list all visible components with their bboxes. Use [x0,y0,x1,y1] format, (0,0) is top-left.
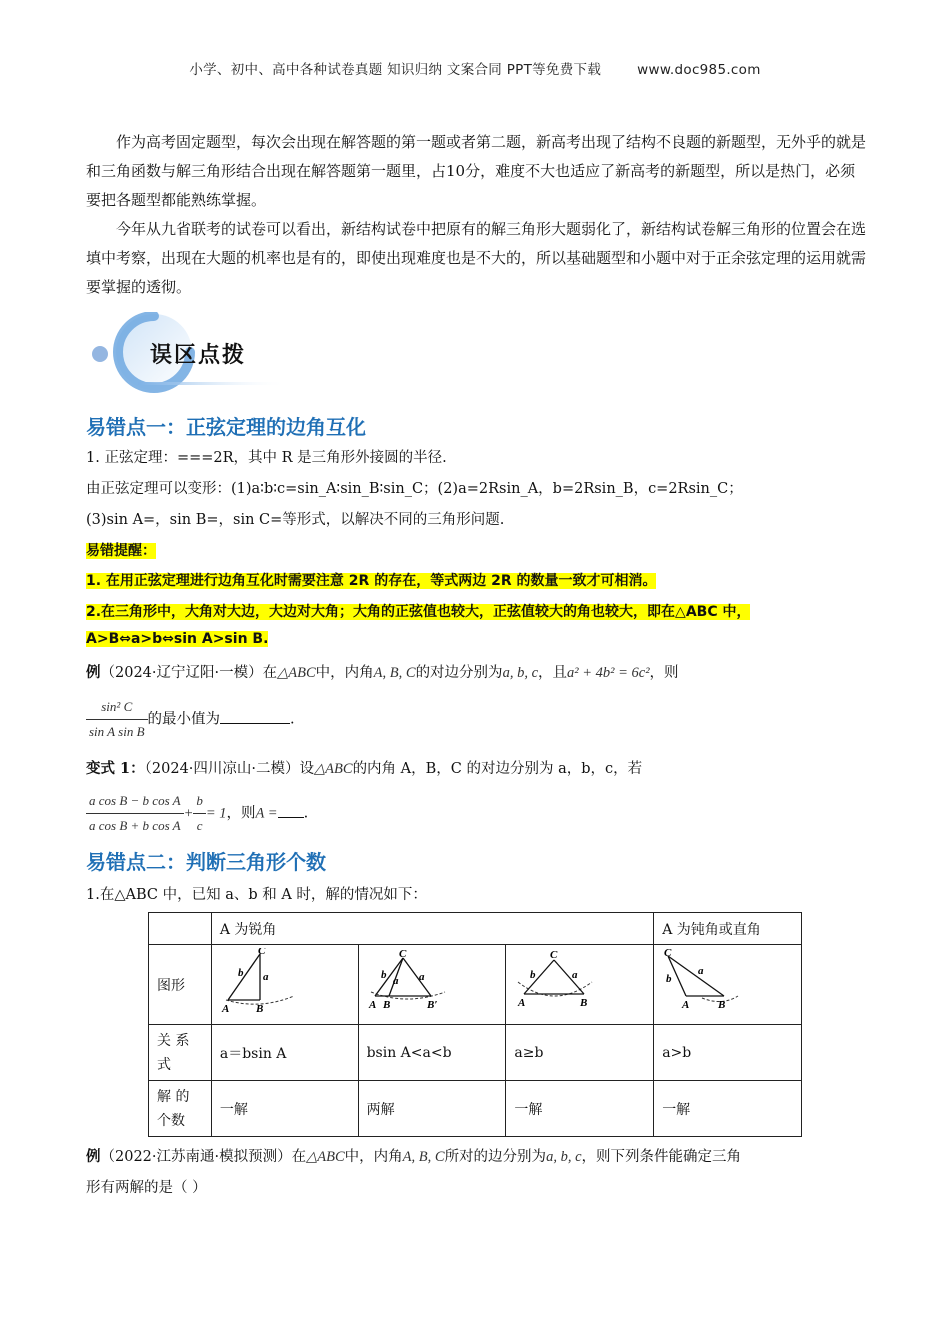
svg-text:C: C [257,947,266,957]
svg-text:B: B [580,996,588,1009]
row-label-part: 个数 [157,1112,185,1129]
triangle-figure-obtuse [662,948,752,1018]
svg-text:A: A [221,1002,230,1015]
figure-cell-4 [654,945,802,1025]
answer-var: A = [255,805,278,822]
text: ，且 [538,665,567,681]
triangle-symbol: △ABC [277,665,316,681]
equals: = 1 [205,805,227,822]
text: 的对边分别为 [415,665,503,681]
variant-source: （2024·四川凉山·二模）设 [144,761,315,777]
answer-blank[interactable] [220,709,290,724]
figure-cell-2 [358,945,506,1025]
row-label-count [149,1081,212,1137]
fraction-denominator: sin A sin B [89,724,145,739]
triangle-figure-right [220,948,300,1018]
triangle-figure-two-solutions [367,948,457,1018]
count-cell-2: 两解 [358,1081,506,1137]
page-header [0,58,950,78]
row-label-part: 式 [157,1056,171,1073]
fraction-denominator: a cos B + b cos A [89,818,181,833]
svg-text:B: B [382,998,390,1011]
header-url: www.doc985.com [637,62,761,78]
tip-2-line-a: 2.在三角形中，大角对大边，大边对大角；大角的正弦值也较大，正弦值较大的角也较大，即在△ABC 中， [86,604,751,620]
text: 的内角 A，B，C 的对边分别为 a，b，c，若 [352,761,643,777]
text: . [303,805,309,822]
example-source: （2024·辽宁辽阳·一模）在 [100,665,278,681]
svg-text:B′: B′ [426,998,438,1011]
row-label-part: 解 的 [157,1088,190,1105]
figure-cell-1 [211,945,358,1025]
header-acute: A 为锐角 [211,913,653,945]
angles: A, B, C [402,1149,445,1165]
example-1-line-1 [86,662,886,684]
relation-cell-1: a＝bsin A [211,1025,358,1081]
table-corner [149,913,212,945]
sine-law-line-1: 1. 正弦定理：===2R，其中 R 是三角形外接圆的半径. [86,450,447,466]
answer-blank[interactable] [278,805,304,818]
sides: a, b, c [546,1149,582,1165]
badge-title: 误区点拨 [150,343,247,368]
section-2-intro: 1.在△ABC 中，已知 a、b 和 A 时，解的情况如下： [86,887,427,903]
svg-text:C: C [398,947,406,960]
variant-label: 变式 1： [86,760,145,777]
count-cell-4: 一解 [654,1081,802,1137]
fraction-numerator: b [193,790,206,814]
figure-cell-3 [506,945,654,1025]
svg-text:b: b [380,968,387,981]
sine-law-line-2: 由正弦定理可以变形：(1)a∶b∶c=sin_A∶sin_B∶sin_C；(2)a=2Rsin_A，b=2Rsin_B，c=2Rsin_C； [86,481,743,497]
fraction-numerator: a cos B − b cos A [86,790,184,814]
ratio-fraction [86,696,148,743]
row-label-figure: 图形 [149,945,212,1025]
variant-fraction-2 [193,790,206,837]
text: ，则 [226,805,256,822]
section-badge [88,312,308,396]
text: 中，内角 [315,665,374,681]
section-1-heading: 易错点一：正弦定理的边角互化 [86,415,366,439]
tip-2-line-b: A>B⇔a>b⇔sin A>sin B. [86,631,269,647]
section-2-heading: 易错点二：判断三角形个数 [86,850,326,874]
svg-text:B: B [718,998,726,1011]
variant-1-line-1 [86,758,886,780]
example-source: （2022·江苏南通·模拟预测）在 [100,1149,307,1165]
text: 的最小值为 [147,711,221,728]
angles: A, B, C [373,665,416,681]
svg-text:a: a [262,970,269,983]
example-label: 例 [86,1148,101,1165]
triangle-symbol: △ABC [314,761,353,777]
fraction-denominator: c [196,818,203,833]
text: ，则下列条件能确定三角 [581,1149,741,1165]
relation-cell-3: a≥b [506,1025,654,1081]
svg-text:a: a [418,970,425,983]
condition-formula: a² + 4b² = 6c² [567,665,650,681]
svg-text:A: A [518,996,526,1009]
svg-text:b: b [237,966,244,979]
example-2-line-1 [86,1146,886,1168]
intro-paragraph-1: 作为高考固定题型，每次会出现在解答题的第一题或者第二题，新高考出现了结构不良题的新题型，无外乎的就是和三角函数与解三角形结合出现在解答题第一题里，占10分，难度不大也适应了新高考的新题型，所以是热门，必须要把各题型都能熟练掌握。 [86,133,867,209]
svg-text:b: b [666,972,672,985]
svg-text:B: B [255,1002,264,1015]
fraction-numerator: sin² C [86,696,148,720]
count-cell-3: 一解 [506,1081,654,1137]
variant-1-line-2 [86,790,886,837]
tip-1: 1. 在用正弦定理进行边角互化时需要注意 2R 的存在，等式两边 2R 的数量一致才可相消。 [86,573,657,589]
count-cell-1: 一解 [211,1081,358,1137]
intro-paragraph-2: 今年从九省联考的试卷可以看出，新结构试卷中把原有的解三角形大题弱化了，新结构试卷解三角形的位置会在选填中考察，出现在大题的机率也是有的，即使出现难度也是不大的，所以基础题型和小题中对于正余弦定理的运用就需要掌握的透彻。 [86,220,867,296]
header-obtuse: A 为钝角或直角 [654,913,802,945]
svg-text:b: b [530,968,536,981]
sides: a, b, c [502,665,538,681]
svg-text:a: a [572,968,578,981]
row-label-relation [149,1025,212,1081]
sine-law-line-3: (3)sin A=，sin B=，sin C=等形式，以解决不同的三角形问题. [86,512,505,528]
triangle-figure-acute [514,948,604,1018]
relation-cell-4: a>b [654,1025,802,1081]
svg-text:a: a [698,964,704,977]
svg-text:A: A [368,998,376,1011]
row-label-part: 关 系 [157,1032,190,1049]
text: ，则 [649,665,679,681]
header-left-text: 小学、初中、高中各种试卷真题 知识归纳 文案合同 PPT等免费下载 [189,62,602,78]
text: 所对的边分别为 [444,1149,547,1165]
plus-sign: + [183,805,194,822]
solution-count-table [148,912,802,1137]
text: 中，内角 [344,1149,403,1165]
svg-text:a: a [392,974,399,987]
svg-text:C: C [550,948,558,961]
svg-text:A: A [682,998,690,1011]
example-label: 例 [86,664,101,681]
text: . [290,711,295,728]
triangle-symbol: △ABC [306,1149,345,1165]
variant-fraction-1 [86,790,184,837]
example-1-line-2 [86,696,886,743]
tip-label: 易错提醒： [86,543,156,559]
relation-cell-2: bsin A<a<b [358,1025,506,1081]
svg-text:C: C [664,947,672,959]
example-2-line-2: 形有两解的是（ ） [86,1180,207,1196]
